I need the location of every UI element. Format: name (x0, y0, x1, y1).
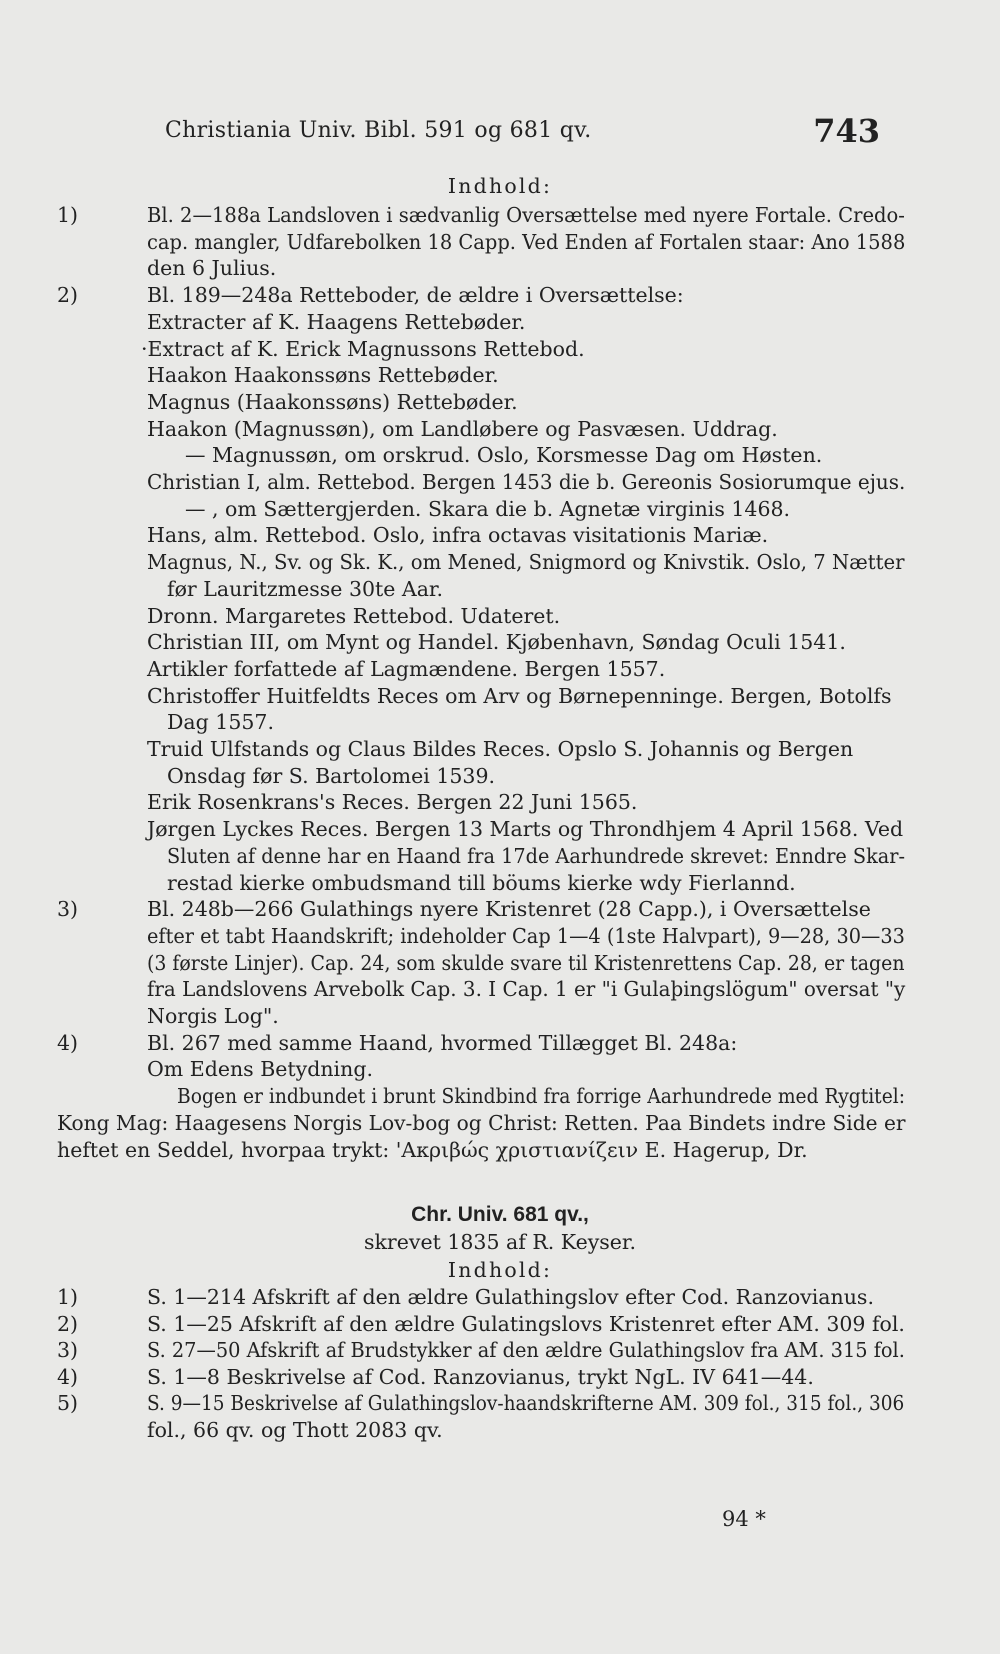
line-text: Christian I, alm. Rettebod. Bergen 1453 die b. Gereonis Sosiorumque ejus. (147, 470, 906, 494)
text-line (36, 1310, 905, 1338)
text-line (36, 1283, 882, 1311)
line-text: Bl. 267 med samme Haand, hvormed Tillægget Bl. 248a: (147, 1030, 738, 1055)
item-number: 1) (57, 203, 79, 227)
text-line (36, 1055, 882, 1083)
text-line (36, 415, 882, 443)
text-line (36, 468, 906, 496)
line-text: fol., 66 qv. og Thott 2083 qv. (147, 1418, 443, 1442)
text-line (36, 735, 882, 763)
line-text: Erik Rosenkrans's Reces. Bergen 22 Juni 1565. (147, 790, 638, 815)
line-text: før Lauritzmesse 30te Aar. (167, 576, 443, 601)
line-text: Bl. 248b—266 Gulathings nyere Kristenret (28 Capp.), i Oversættelse (147, 897, 871, 922)
text-line (36, 949, 905, 977)
line-text: fra Landslovens Arvebolk Cap. 3. I Cap. 1 er "i Gulaþingslögum" oversat "y (147, 977, 906, 1002)
text-line (36, 1136, 882, 1164)
line-text: S. 1—25 Afskrift af den ældre Gulatingslovs Kristenret efter AM. 309 fol. (147, 1311, 905, 1336)
text-line (36, 922, 905, 950)
text-line (36, 788, 882, 816)
text-line (36, 682, 892, 710)
line-text: Hans, alm. Rettebod. Oslo, infra octavas visitationis Mariæ. (147, 523, 769, 548)
page-header (165, 112, 880, 152)
line-text: Bl. 2—188a Landsloven i sædvanlig Oversættelse med nyere Fortale. Credo- (147, 203, 905, 227)
line-text: Onsdag før S. Bartolomei 1539. (167, 763, 495, 788)
text-line (36, 201, 905, 229)
line-text: Truid Ulfstands og Claus Bildes Reces. Opslo S. Johannis og Bergen (147, 737, 854, 761)
text-line (36, 281, 882, 309)
text-line (36, 975, 906, 1003)
item-number: 4) (57, 1364, 79, 1389)
text-line (36, 1002, 882, 1030)
line-text: S. 1—214 Afskrift af den ældre Gulathingslov efter Cod. Ranzovianus. (147, 1285, 874, 1309)
text-line (36, 1363, 882, 1391)
text-line (36, 308, 882, 336)
text-line (36, 441, 882, 469)
line-text: — , om Sættergjerden. Skara die b. Agnetæ virginis 1468. (185, 496, 791, 521)
line-text: ·Extract af K. Erick Magnussons Rettebod. (141, 336, 585, 361)
text-line (36, 361, 882, 389)
text-line (36, 895, 882, 923)
text-line (36, 708, 882, 736)
page-number: 743 (813, 112, 880, 150)
line-text: heftet en Seddel, hvorpaa trykt: 'Ακριβώς χριστιανίζειν E. Hagerup, Dr. (57, 1137, 808, 1162)
line-text: Dronn. Margaretes Rettebod. Udateret. (147, 603, 561, 628)
section2-heading: Chr. Univ. 681 qv., (411, 1203, 589, 1226)
item-number: 4) (57, 1030, 79, 1055)
item-number: 1) (57, 1285, 79, 1309)
line-text: S. 9—15 Beskrivelse af Gulathingslov-haandskrifterne AM. 309 fol., 315 fol., 306 (147, 1391, 905, 1416)
text-line (36, 869, 882, 897)
line-text: Haakon (Magnussøn), om Landløbere og Pasvæsen. Uddrag. (147, 416, 778, 441)
line-text: Haakon Haakonssøns Rettebøder. (147, 363, 499, 388)
line-text: Artikler forfattede af Lagmændene. Bergen 1557. (147, 656, 666, 681)
text-line (36, 1109, 906, 1137)
line-text: Magnus (Haakonssøns) Rettebøder. (147, 389, 518, 414)
section2-contents-heading: Indhold: (447, 1258, 553, 1282)
text-line (36, 548, 905, 576)
text-line (36, 1029, 882, 1057)
text-line (36, 335, 882, 363)
text-line (36, 1082, 906, 1110)
item-number: 2) (57, 283, 79, 308)
line-text: restad kierke ombudsmand till böums kierke wdy Fierlannd. (167, 870, 796, 895)
text-line (36, 254, 882, 282)
item-number: 3) (57, 1338, 79, 1363)
item-number: 3) (57, 897, 79, 922)
text-line (36, 1416, 882, 1444)
text-line (36, 228, 906, 256)
text-line (36, 575, 882, 603)
text-line (36, 1389, 905, 1417)
line-text: S. 1—8 Beskrivelse af Cod. Ranzovianus, trykt NgL. IV 641—44. (147, 1364, 814, 1389)
line-text: Bogen er indbundet i brunt Skindbind fra forrige Aarhundrede med Rygtitel: (177, 1084, 906, 1109)
item-number: 5) (57, 1391, 79, 1416)
text-line (36, 762, 882, 790)
line-text: den 6 Julius. (147, 256, 277, 281)
line-text: Norgis Log". (147, 1004, 279, 1028)
line-text: Magnus, N., Sv. og Sk. K., om Mened, Snigmord og Knivstik. Oslo, 7 Nætter (147, 550, 905, 575)
signature-mark: 94 * (722, 1507, 766, 1531)
line-text: (3 første Linjer). Cap. 24, som skulde svare til Kristenrettens Cap. 28, er tagen (147, 950, 905, 975)
line-text: Kong Mag: Haagesens Norgis Lov-bog og Christ: Retten. Paa Bindets indre Side er (57, 1110, 906, 1135)
text-line (36, 842, 906, 870)
item-number: 2) (57, 1311, 79, 1336)
line-text: — Magnussøn, om orskrud. Oslo, Korsmesse Dag om Høsten. (185, 443, 823, 468)
text-line (36, 521, 882, 549)
line-text: Christoffer Huitfeldts Reces om Arv og Børnepenninge. Bergen, Botolfs (147, 683, 892, 708)
line-text: Sluten af denne har en Haand fra 17de Aarhundrede skrevet: Enndre Skar- (167, 843, 906, 868)
line-text: Jørgen Lyckes Reces. Bergen 13 Marts og Throndhjem 4 April 1568. Ved (147, 817, 904, 842)
text-line (36, 815, 904, 843)
line-text: cap. mangler, Udfarebolken 18 Capp. Ved Enden af Fortalen staar: Ano 1588 (147, 229, 906, 254)
line-text: Christian III, om Mynt og Handel. Kjøbenhavn, Søndag Oculi 1541. (147, 630, 846, 655)
line-text: Bl. 189—248a Retteboder, de ældre i Oversættelse: (147, 283, 684, 308)
line-text: Dag 1557. (167, 710, 274, 735)
text-line (36, 628, 882, 656)
line-text: S. 27—50 Afskrift af Brudstykker af den ældre Gulathingslov fra AM. 315 fol. (147, 1338, 905, 1363)
line-text: efter et tabt Haandskrift; indeholder Cap 1—4 (1ste Halvpart), 9—28, 30—33 (147, 923, 905, 948)
text-line (36, 495, 882, 523)
text-line (36, 1336, 905, 1364)
text-line (36, 388, 882, 416)
running-title: Christiania Univ. Bibl. 591 og 681 qv. (165, 118, 592, 143)
line-text: Om Edens Betydning. (147, 1057, 373, 1082)
section2-subheading: skrevet 1835 af R. Keyser. (363, 1230, 636, 1254)
contents-heading: Indhold: (447, 174, 553, 198)
text-line (36, 655, 882, 683)
text-line (36, 602, 882, 630)
line-text: Extracter af K. Haagens Rettebøder. (147, 309, 526, 334)
